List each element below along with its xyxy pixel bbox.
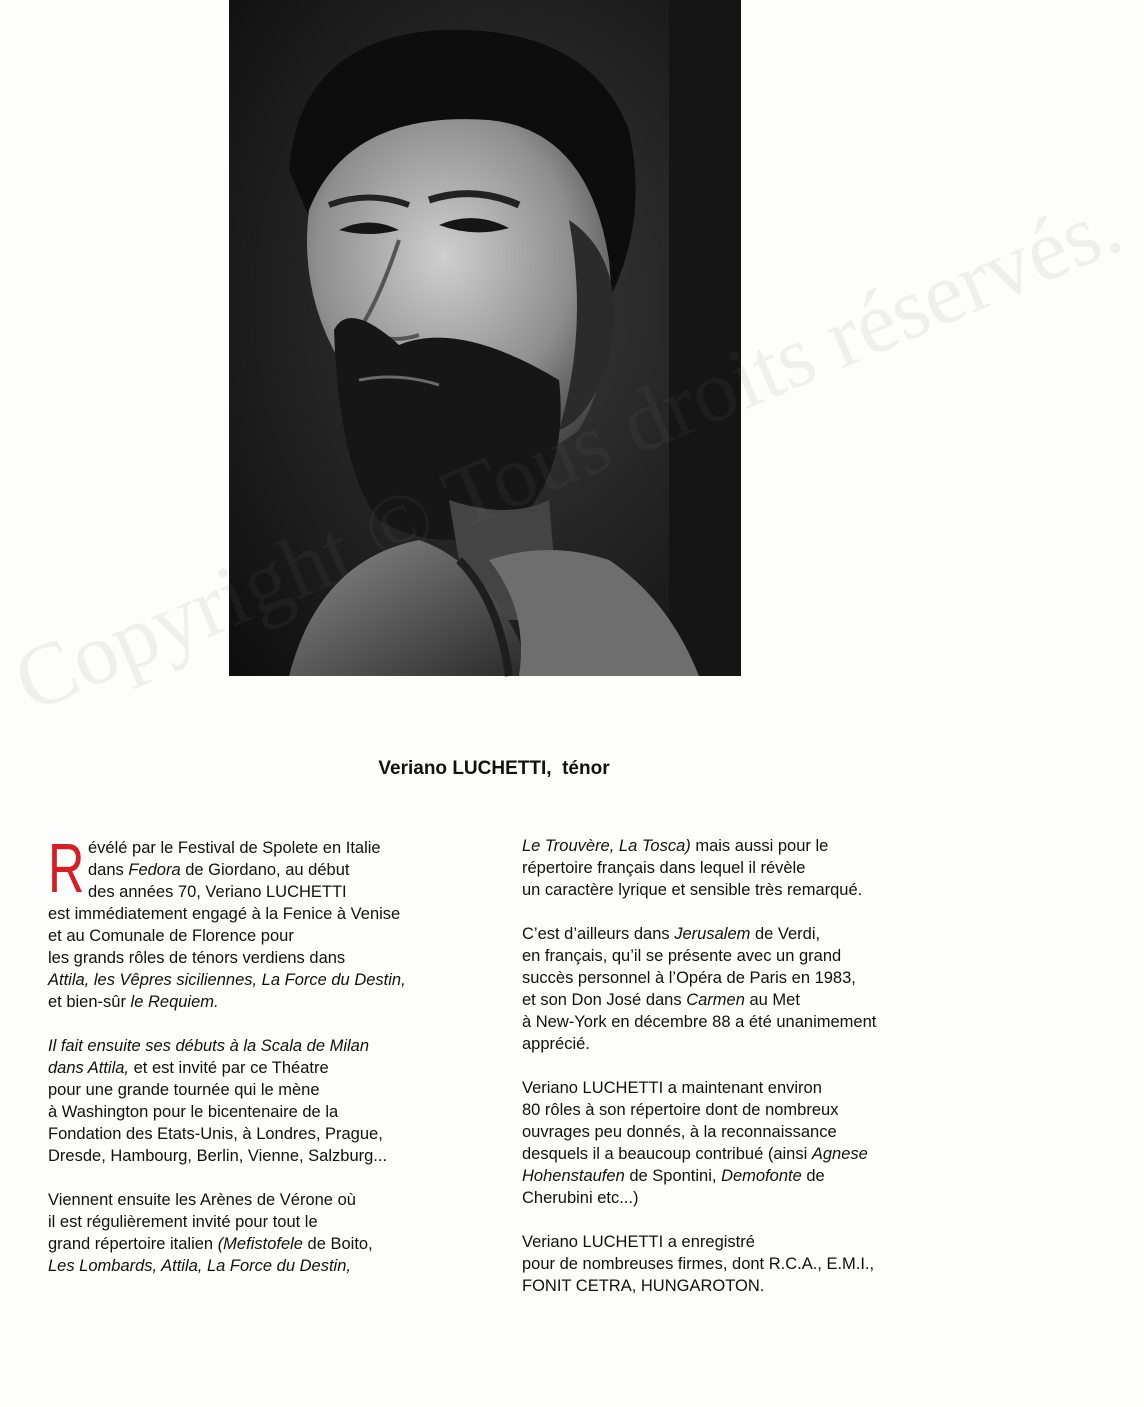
text-line: à Washington pour le bicentenaire de la xyxy=(48,1103,339,1121)
text-run: mais aussi pour le xyxy=(690,837,829,855)
text-line: des années 70, Veriano LUCHETTI xyxy=(88,883,347,901)
performer-role: ténor xyxy=(562,758,610,779)
text-line: Dresde, Hambourg, Berlin, Vienne, Salzburg... xyxy=(48,1147,388,1165)
copyright-watermark: Copyright réservés. xyxy=(0,176,1135,732)
text-run: de xyxy=(801,1167,825,1185)
text-line: répertoire français dans lequel il révèle xyxy=(522,859,806,877)
biography-left-column xyxy=(48,829,468,1299)
bio-paragraph-1 xyxy=(48,829,468,1013)
text-line xyxy=(522,989,952,1011)
text-run: Hohenstaufen xyxy=(522,1167,625,1185)
bio-paragraph-5 xyxy=(522,923,952,1055)
bio-paragraph-3 xyxy=(48,1189,468,1277)
text-line: Cherubini etc...) xyxy=(522,1189,639,1207)
text-run: desquels il a beaucoup contribué (ainsi xyxy=(522,1145,812,1163)
text-run: Jerusalem xyxy=(674,925,751,943)
text-run: dans xyxy=(88,861,129,879)
text-line: est immédiatement engagé à la Fenice à Venise xyxy=(48,905,401,923)
performer-name: Veriano LUCHETTI, xyxy=(378,758,552,779)
text-line: les grands rôles de ténors verdiens dans xyxy=(48,949,346,967)
text-run: Fedora xyxy=(128,861,181,879)
portrait-illustration xyxy=(229,0,741,676)
text-line: 80 rôles à son répertoire dont de nombreux xyxy=(522,1101,839,1119)
text-line: à New-York en décembre 88 a été unanimement xyxy=(522,1013,877,1031)
bio-paragraph-4 xyxy=(522,835,952,901)
text-line xyxy=(48,859,468,881)
text-run: de Spontini, xyxy=(624,1167,722,1185)
text-run: le Requiem. xyxy=(130,993,219,1011)
text-run: de Verdi, xyxy=(750,925,821,943)
text-line xyxy=(48,991,468,1013)
text-run: au Met xyxy=(744,991,800,1009)
biography-right-column xyxy=(522,835,952,1319)
text-run: de Giordano, au début xyxy=(180,861,350,879)
bio-paragraph-6 xyxy=(522,1077,952,1209)
text-line: Viennent ensuite les Arènes de Vérone où xyxy=(48,1191,356,1209)
text-line: pour de nombreuses firmes, dont R.C.A., E.M.I., xyxy=(522,1255,875,1273)
text-line: Fondation des Etats-Unis, à Londres, Prague, xyxy=(48,1125,383,1143)
text-line: Veriano LUCHETTI a maintenant environ xyxy=(522,1079,822,1097)
text-run: et son Don José dans xyxy=(522,991,687,1009)
text-line: pour une grande tournée qui le mène xyxy=(48,1081,320,1099)
text-line: il est régulièrement invité pour tout le xyxy=(48,1213,318,1231)
text-run: Le Trouvère, La Tosca) xyxy=(522,837,691,855)
text-run: grand répertoire italien xyxy=(48,1235,218,1253)
text-line: Attila, les Vêpres siciliennes, La Force du Destin, xyxy=(48,971,406,989)
text-run: et est invité par ce Théatre xyxy=(129,1059,329,1077)
text-run: et bien-sûr xyxy=(48,993,131,1011)
text-line xyxy=(522,923,952,945)
text-line: en français, qu’il se présente avec un grand xyxy=(522,947,842,965)
text-line: succès personnel à l’Opéra de Paris en 1983, xyxy=(522,969,856,987)
text-line xyxy=(522,1143,952,1165)
text-line xyxy=(48,1057,468,1079)
text-line: et au Comunale de Florence pour xyxy=(48,927,294,945)
text-line xyxy=(522,835,952,857)
text-line: ouvrages peu donnés, à la reconnaissance xyxy=(522,1123,837,1141)
text-run: (Mefistofele xyxy=(217,1235,303,1253)
portrait-photo xyxy=(229,0,741,676)
text-line xyxy=(522,1165,952,1187)
text-line: un caractère lyrique et sensible très remarqué. xyxy=(522,881,863,899)
text-line xyxy=(48,1233,468,1255)
text-line: Veriano LUCHETTI a enregistré xyxy=(522,1233,755,1251)
text-run: de Boito, xyxy=(302,1235,373,1253)
text-line: FONIT CETRA, HUNGAROTON. xyxy=(522,1277,765,1295)
text-line: évélé par le Festival de Spolete en Italie xyxy=(88,839,381,857)
bio-paragraph-7 xyxy=(522,1231,952,1297)
text-line: apprécié. xyxy=(522,1035,590,1053)
performer-caption xyxy=(0,758,988,780)
drop-cap: R xyxy=(48,829,85,907)
text-run: Carmen xyxy=(686,991,745,1009)
bio-paragraph-2 xyxy=(48,1035,468,1167)
text-run: Demofonte xyxy=(721,1167,802,1185)
text-line: Les Lombards, Attila, La Force du Destin, xyxy=(48,1257,351,1275)
text-line: Il fait ensuite ses débuts à la Scala de Milan xyxy=(48,1037,370,1055)
text-run: C’est d’ailleurs dans xyxy=(522,925,675,943)
text-run: Agnese xyxy=(811,1145,868,1163)
text-run: dans Attila, xyxy=(48,1059,130,1077)
